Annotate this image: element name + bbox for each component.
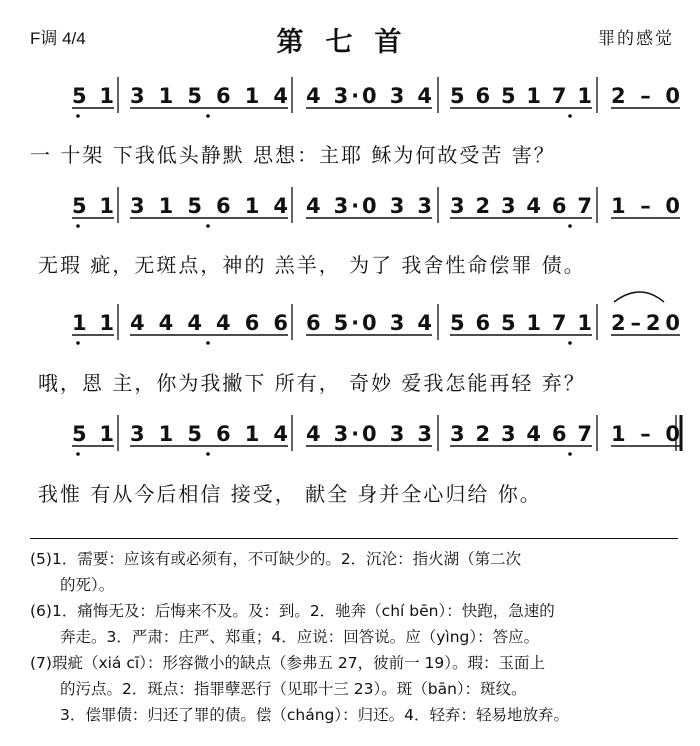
octave-dot [206, 341, 210, 345]
footnote-divider [30, 538, 678, 539]
measure-2: 4 4 4 4 6 6 [130, 311, 288, 335]
footnote-7-line-1: (7)瑕疵（xiá cī）：形容微小的缺点（参弗五 27，彼前一 19）。瑕：玉面上 [30, 654, 545, 672]
octave-dot [76, 341, 80, 345]
measure-5: 2 – 2 0 [611, 311, 680, 335]
measure-2: 3 1 5 6 1 4 [130, 194, 288, 218]
measure-5: 1 – 0 [611, 422, 680, 446]
octave-dot [206, 452, 210, 456]
footnote-6-line-2: 奔走。3．严肃：庄严、郑重；4．应说：回答说。应（yìng）：答应。 [60, 628, 540, 646]
footnotes [30, 546, 690, 728]
measure-4: 3 2 3 4 6 7 [450, 194, 592, 218]
measure-4: 5 6 5 1 7 1 [450, 84, 592, 108]
lyric-line-4: 我惟 有从今后相信 接受， 献全 身并全心归给 你。 [38, 482, 542, 506]
measure-2: 3 1 5 6 1 4 [130, 84, 288, 108]
lyric-line-3: 哦，恩 主，你为我撇下 所有， 奇妙 爱我怎能再轻 弃？ [38, 371, 586, 395]
octave-dot [76, 452, 80, 456]
measure-1: 1 1 [72, 311, 114, 335]
lyric-line-2: 无瑕 疵，无斑点，神的 羔羊， 为了 我舍性命偿罪 债。 [38, 253, 586, 277]
measure-3: 6 5·0 3 4 [306, 311, 432, 335]
footnote-7-line-2: 的污点。2．斑点：指罪孽恶行（见耶十三 23）。斑（bān）：斑纹。 [60, 680, 527, 698]
octave-dot [206, 114, 210, 118]
hymn-title: 第七首 [276, 27, 424, 58]
key-signature: F调 4/4 [30, 29, 86, 48]
octave-dot [76, 114, 80, 118]
footnote-6-line-1: (6)1．痛悔无及：后悔来不及。及：到。2．驰奔（chí bēn）：快跑，急速的 [30, 602, 555, 620]
measure-4: 3 2 3 4 6 7 [450, 422, 592, 446]
octave-dot [568, 452, 572, 456]
measure-1: 5 1 [72, 84, 114, 108]
lyric-line-1: 一 十架 下我低头静默 思想：主耶 稣为何故受苦 害？ [30, 143, 556, 167]
measure-4: 5 6 5 1 7 1 [450, 311, 592, 335]
footnote-5-line-1: (5)1．需要：应该有或必须有，不可缺少的。2．沉沦：指火湖（第二次 [30, 550, 522, 568]
octave-dot [206, 224, 210, 228]
octave-dot [568, 341, 572, 345]
footnote-5-line-2: 的死）。 [60, 576, 115, 594]
tie-arc [614, 292, 664, 302]
measure-2: 3 1 5 6 1 4 [130, 422, 288, 446]
footnote-7-line-3: 3．偿罪债：归还了罪的债。偿（cháng）：归还。4．轻弃：轻易地放弃。 [60, 706, 569, 724]
measure-1: 5 1 [72, 194, 114, 218]
measure-3: 4 3·0 3 4 [306, 84, 432, 108]
measure-1: 5 1 [72, 422, 114, 446]
octave-dot [76, 224, 80, 228]
measure-3: 4 3·0 3 3 [306, 194, 432, 218]
octave-dot [568, 224, 572, 228]
measure-3: 4 3·0 3 3 [306, 422, 432, 446]
octave-dot [568, 114, 572, 118]
hymn-subtitle: 罪的感觉 [598, 29, 674, 49]
measure-5: 2 – 0 [611, 84, 680, 108]
measure-5: 1 – 0 [611, 194, 680, 218]
